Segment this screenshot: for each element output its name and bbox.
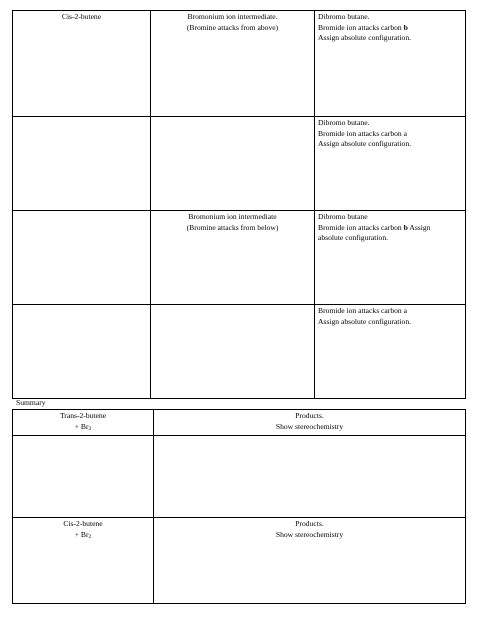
carbon-label: b (403, 22, 408, 32)
mechanism-table (12, 10, 466, 399)
reagent-subscript: 2 (88, 533, 92, 540)
cell-empty (154, 436, 466, 518)
products-instruction: Show stereochemistry (275, 529, 344, 539)
products-title: Products. (295, 519, 324, 528)
product-title: Dibromo butane. (318, 118, 370, 127)
product-assign: Assign absolute configuration. (318, 139, 412, 148)
product-title: Dibromo butane (318, 212, 368, 221)
product-assign: absolute configuration. (318, 233, 389, 242)
instruction-text: Bromide ion attacks carbon (318, 22, 404, 32)
products-title: Products. (295, 411, 324, 420)
reagent-subscript: 2 (88, 425, 92, 432)
table-row (13, 410, 466, 436)
table-row (13, 305, 466, 399)
product-title: Dibromo butane. (318, 12, 370, 21)
intermediate-title: Bromonium ion intermediate (188, 212, 277, 221)
cell-empty (13, 117, 151, 211)
reagent (16, 530, 150, 543)
summary-table (12, 409, 466, 604)
reactant-label: Cis-2-butene (61, 12, 102, 21)
product-instruction: Bromide ion attacks carbon a (318, 128, 407, 138)
summary-products-header (154, 518, 466, 604)
carbon-label: b (403, 222, 408, 232)
intermediate-title: Bromonium ion intermediate. (187, 12, 278, 21)
intermediate-note: (Bromine attacks from above) (186, 22, 279, 32)
reagent-text: + Br (74, 421, 89, 431)
cell-reactant (13, 11, 151, 117)
cell-empty (13, 211, 151, 305)
cell-intermediate (151, 11, 315, 117)
cell-empty (151, 305, 315, 399)
summary-label: Summary (16, 398, 46, 407)
product-instruction: Bromide ion attacks carbon a (318, 306, 407, 315)
product-instruction (318, 223, 462, 234)
product-assign: Assign absolute configuration. (318, 33, 412, 42)
instruction-tail: Assign (407, 222, 431, 232)
cell-product (315, 305, 466, 399)
reactant-name: Trans-2-butene (59, 411, 107, 420)
cell-empty (151, 117, 315, 211)
products-instruction: Show stereochemistry (275, 421, 344, 431)
summary-reactant-header (13, 410, 154, 436)
table-row (13, 518, 466, 604)
cell-empty (13, 436, 154, 518)
cell-product (315, 211, 466, 305)
summary-products-header (154, 410, 466, 436)
intermediate-note: (Bromine attacks from below) (186, 222, 279, 232)
cell-empty (13, 305, 151, 399)
product-assign: Assign absolute configuration. (318, 316, 412, 326)
table-row (13, 11, 466, 117)
cell-intermediate (151, 211, 315, 305)
table-row (13, 211, 466, 305)
reagent (16, 422, 150, 435)
cell-product (315, 11, 466, 117)
instruction-text: Bromide ion attacks carbon (318, 222, 404, 232)
table-row (13, 117, 466, 211)
reactant-name: Cis-2-butene (63, 519, 103, 528)
product-instruction (318, 23, 462, 34)
table-row (13, 436, 466, 518)
cell-product (315, 117, 466, 211)
summary-reactant-header (13, 518, 154, 604)
reagent-text: + Br (74, 529, 89, 539)
